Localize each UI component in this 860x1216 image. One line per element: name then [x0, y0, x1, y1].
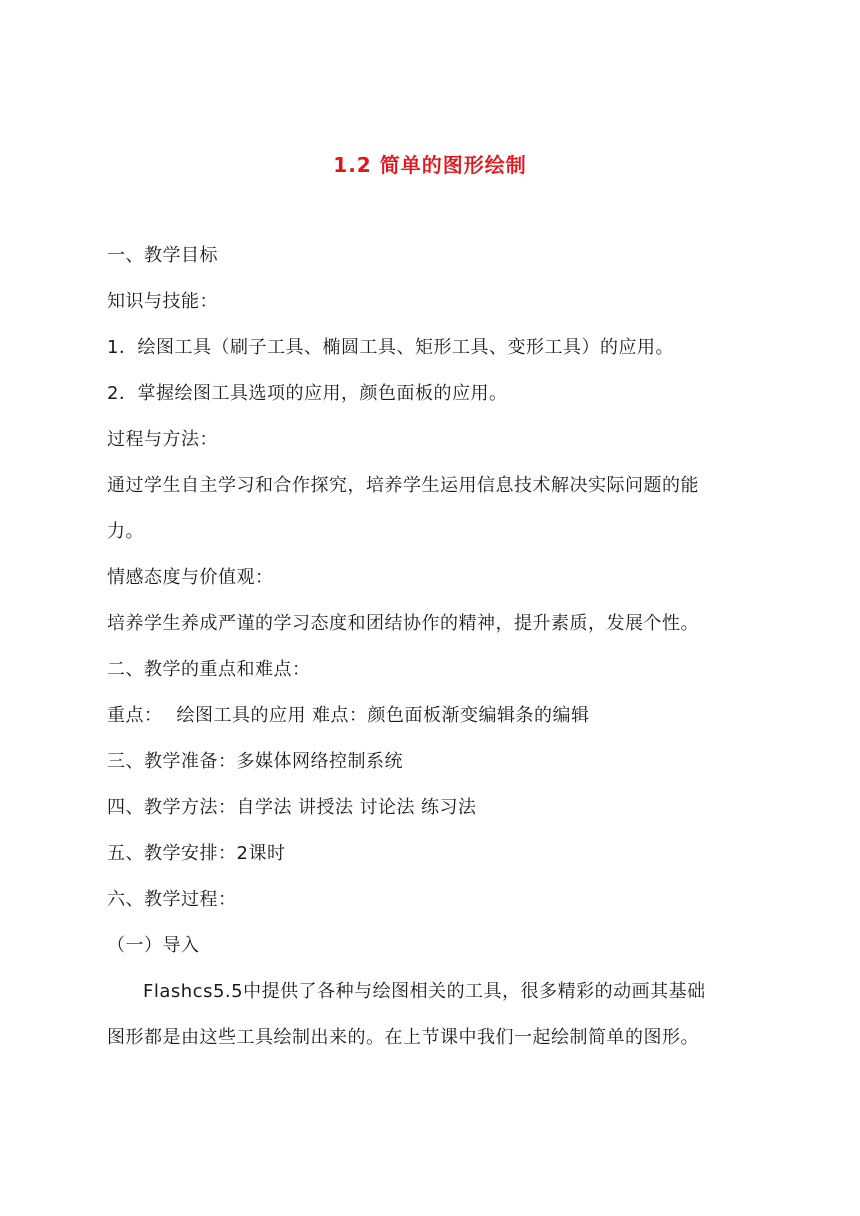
section6-heading: 六、教学过程： — [107, 889, 237, 910]
subheading-emotion: 情感态度与价值观： — [107, 567, 274, 588]
subheading-knowledge: 知识与技能： — [107, 291, 218, 312]
method-practice: 练习法 — [421, 797, 477, 818]
key-difficulty-line — [107, 693, 757, 739]
section3-heading: 三、教学准备：多媒体网络控制系统 — [107, 751, 403, 772]
process-text-line-1: 通过学生自主学习和合作探究，培养学生运用信息技术解决实际问题的能 — [107, 475, 699, 496]
difficulty-label: 难点：颜色面板渐变编辑条的编辑 — [312, 705, 590, 726]
intro-paragraph-line-2: 图形都是由这些工具绘制出来的。在上节课中我们一起绘制简单的图形。 — [107, 1027, 699, 1048]
process-text-line-2: 力。 — [107, 521, 144, 542]
subheading-process: 过程与方法： — [107, 429, 218, 450]
document-title: 1.2 简单的图形绘制 — [333, 153, 527, 177]
section2-heading: 二、教学的重点和难点： — [107, 659, 311, 680]
section1-heading: 一、教学目标 — [107, 245, 218, 266]
section5-label: 五、教学安排： — [107, 843, 237, 864]
methods-line — [107, 785, 757, 831]
emotion-text: 培养学生养成严谨的学习态度和团结协作的精神，提升素质，发展个性。 — [107, 613, 699, 634]
method-lecture: 讲授法 — [298, 797, 354, 818]
section5-value: 2课时 — [236, 843, 286, 864]
key-label: 重点： — [107, 705, 163, 726]
intro-heading: （一）导入 — [107, 935, 200, 956]
method-discussion: 讨论法 — [359, 797, 415, 818]
intro-paragraph-line-1: Flashcs5.5中提供了各种与绘图相关的工具，很多精彩的动画其基础 — [143, 981, 706, 1002]
section4-label: 四、教学方法：自学法 — [107, 797, 292, 818]
knowledge-item-1: 1．绘图工具（刷子工具、椭圆工具、矩形工具、变形工具）的应用。 — [107, 337, 674, 358]
key-text: 绘图工具的应用 — [176, 705, 306, 726]
schedule-line — [107, 831, 757, 877]
knowledge-item-2: 2．掌握绘图工具选项的应用，颜色面板的应用。 — [107, 383, 508, 404]
document-body — [107, 233, 757, 1061]
